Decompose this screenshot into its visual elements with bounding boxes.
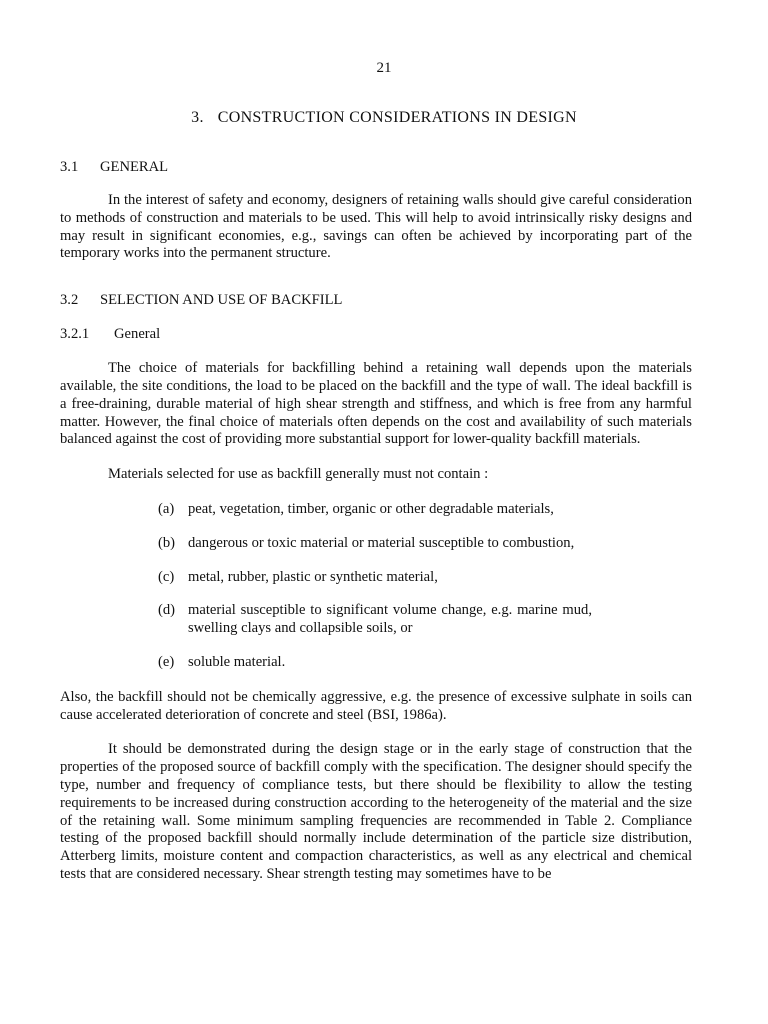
paragraph-backfill-choice: The choice of materials for backfilling behind a retaining wall depends upon the materials available, the site conditions, the load to be placed on the backfill and the type of wall. The ideal backfill is a free-draining, durable material of high shear strength and stiffness, and which is free from any harmful matter. However, the final choice of materials often depends on the cost and availability of such materials balanced against the cost of providing more substantial support for lower-quality backfill materials. <box>60 360 692 448</box>
list-item-text: dangerous or toxic material or material susceptible to combustion, <box>188 534 575 551</box>
list-item <box>158 569 592 587</box>
chapter-heading <box>0 108 768 128</box>
body-text <box>60 158 692 884</box>
list-item-text: soluble material. <box>188 653 286 670</box>
subsection-number: 3.2.1 <box>60 326 90 343</box>
paragraph-compliance-testing: It should be demonstrated during the design stage or in the early stage of construction that the properties of the proposed source of backfill comply with the specification. The designer should specify the type, number and frequency of compliance tests, but there should be flexibility to allow the testing requirements to be increased during construction according to the heterogeneity of the material and the size of the retaining wall. Some minimum sampling frequencies are recommended in Table 2. Compliance testing of the proposed backfill should normally include determination of the particle size distribution, Atterberg limits, moisture content and compaction characteristics, as well as any electrical and chemical tests that are considered necessary. Shear strength testing may sometimes have to be <box>60 741 692 882</box>
section-heading-3-1 <box>60 158 692 176</box>
subsection-title: General <box>114 326 161 343</box>
chapter-number: 3. <box>191 109 204 126</box>
paragraph-chemical-aggressiveness: Also, the backfill should not be chemically aggressive, e.g. the presence of excessive sulphate in soils can cause accelerated deterioration of concrete and steel (BSI, 1986a). <box>60 688 692 723</box>
list-item-text: metal, rubber, plastic or synthetic material, <box>188 568 438 585</box>
list-marker: (e) <box>158 653 175 670</box>
section-title: GENERAL <box>100 159 169 175</box>
section-heading-3-2 <box>60 291 692 309</box>
section-number: 3.1 <box>60 159 79 175</box>
section-title: SELECTION AND USE OF BACKFILL <box>100 292 343 309</box>
list-item <box>158 501 592 519</box>
list-item <box>158 654 592 672</box>
list-item-text: material susceptible to significant volume change, e.g. marine mud, swelling clays and collapsible soils, or <box>188 602 592 637</box>
paragraph-list-intro: Materials selected for use as backfill generally must not contain : <box>108 466 489 483</box>
list-marker: (b) <box>158 534 176 551</box>
page-number: 21 <box>376 60 392 76</box>
list-marker: (c) <box>158 568 175 585</box>
list-item <box>158 602 592 638</box>
list-marker: (d) <box>158 602 176 619</box>
list-item-text: peat, vegetation, timber, organic or other degradable materials, <box>188 500 554 517</box>
list-marker: (a) <box>158 500 175 517</box>
excluded-materials-list <box>158 501 592 672</box>
section-number: 3.2 <box>60 292 79 309</box>
chapter-title: CONSTRUCTION CONSIDERATIONS IN DESIGN <box>217 109 577 126</box>
subsection-heading-3-2-1 <box>60 325 692 343</box>
list-item <box>158 535 592 553</box>
paragraph-general: In the interest of safety and economy, designers of retaining walls should give careful consideration to methods of construction and materials to be used. This will help to avoid intrinsically risky designs and may result in significant economies, e.g., savings can often be achieved by incorporating part of the temporary works into the permanent structure. <box>60 192 692 262</box>
